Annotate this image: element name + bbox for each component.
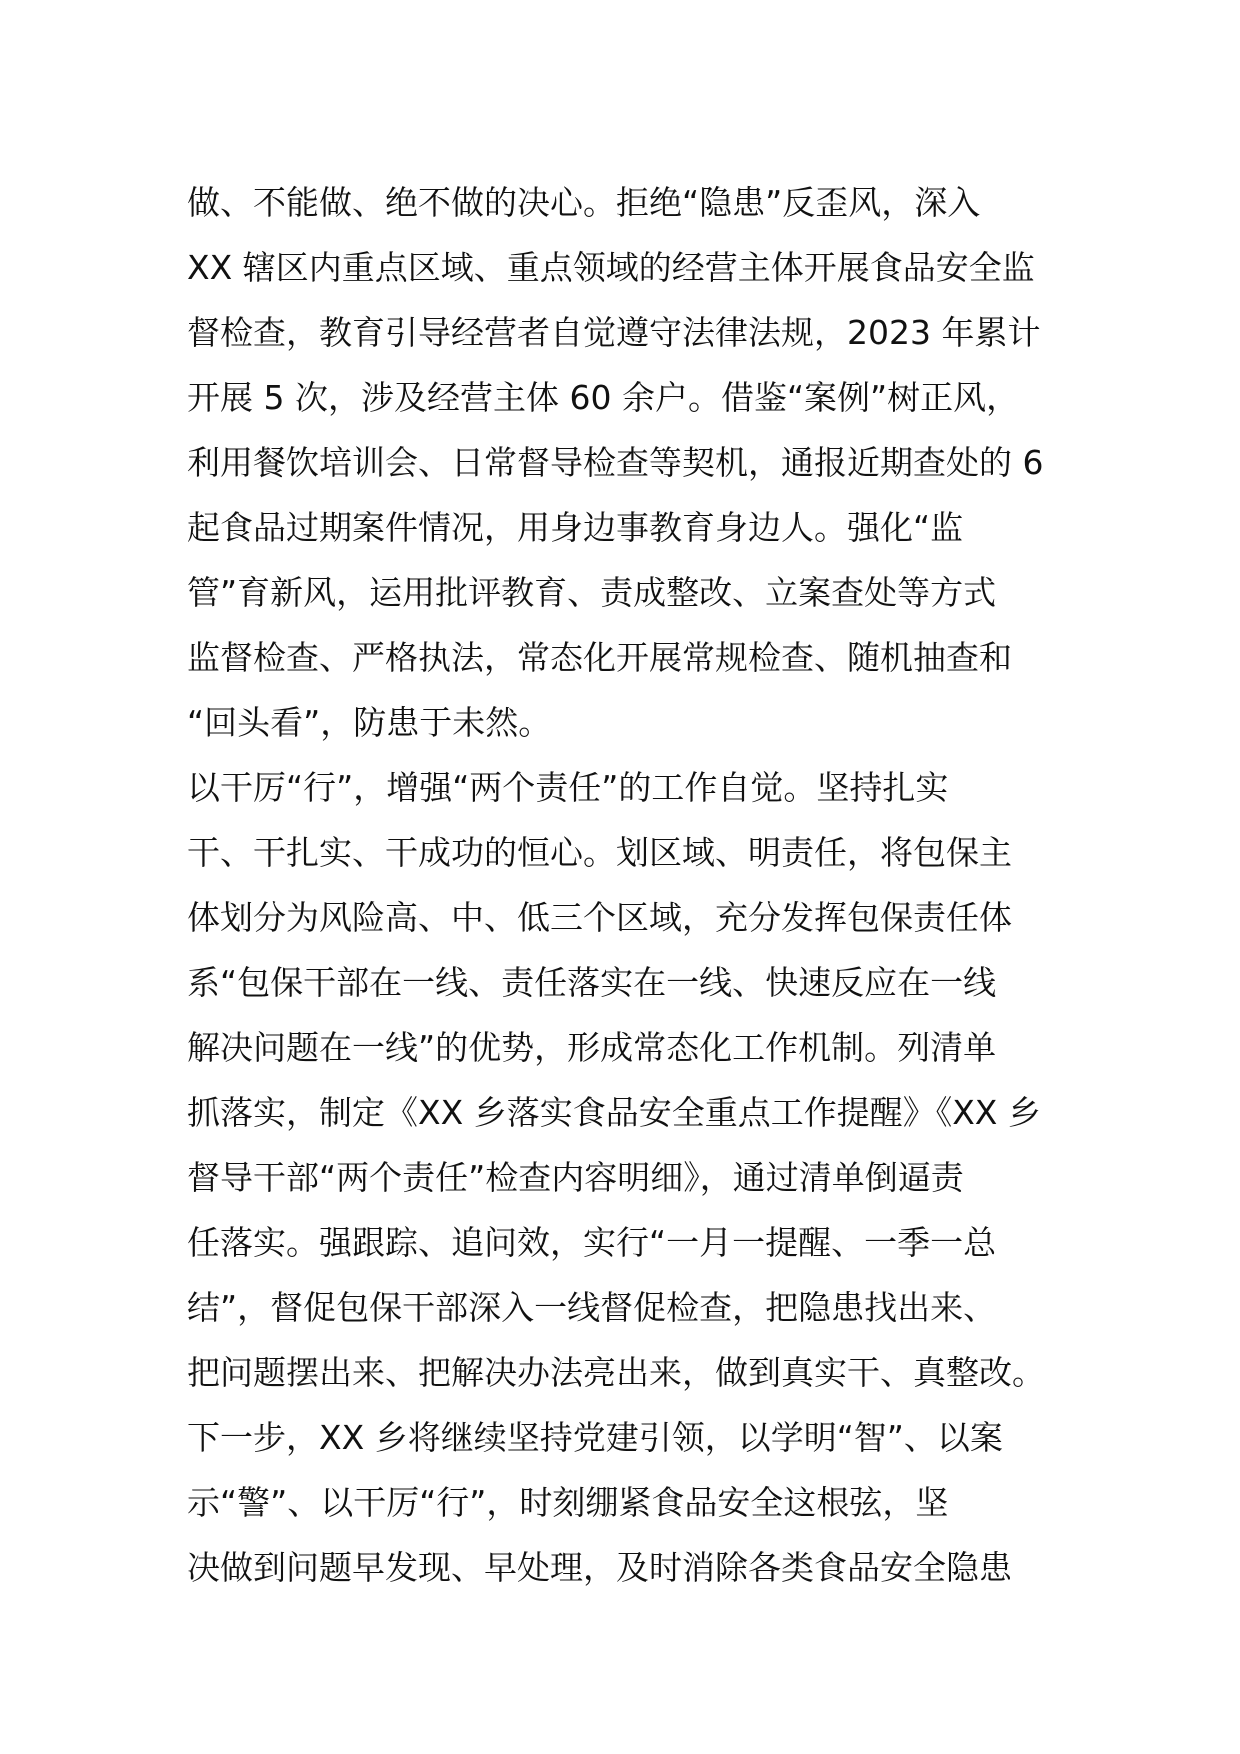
- text-line: 决做到问题早发现、早处理，及时消除各类食品安全隐患: [187, 1548, 1012, 1587]
- body-text: [187, 170, 1057, 1600]
- text-line: 监督检查、严格执法，常态化开展常规检查、随机抽查和: [187, 638, 1012, 677]
- text-line: “回头看”，防患于未然。: [187, 703, 552, 742]
- text-line: 体划分为风险高、中、低三个区域，充分发挥包保责任体: [187, 898, 1012, 937]
- text-line: 下一步，XX 乡将继续坚持党建引领，以学明“智”、以案: [187, 1418, 1003, 1457]
- text-line: XX 辖区内重点区域、重点领域的经营主体开展食品安全监: [187, 248, 1035, 287]
- text-line: 利用餐饮培训会、日常督导检查等契机，通报近期查处的 6: [187, 443, 1044, 482]
- text-line: 任落实。强跟踪、追问效，实行“一月一提醒、一季一总: [187, 1223, 997, 1262]
- text-line: 解决问题在一线”的优势，形成常态化工作机制。列清单: [187, 1028, 997, 1067]
- text-line: 结”，督促包保干部深入一线督促检查，把隐患找出来、: [187, 1288, 997, 1327]
- text-line: 督检查，教育引导经营者自觉遵守法律法规，2023 年累计: [187, 313, 1041, 352]
- text-line: 开展 5 次，涉及经营主体 60 余户。借鉴“案例”树正风，: [187, 378, 1020, 417]
- text-line: 以干厉“行”，增强“两个责任”的工作自觉。坚持扎实: [187, 768, 949, 807]
- text-line: 管”育新风，运用批评教育、责成整改、立案查处等方式: [187, 573, 997, 612]
- text-line: 系“包保干部在一线、责任落实在一线、快速反应在一线: [187, 963, 997, 1002]
- text-line: 督导干部“两个责任”检查内容明细》，通过清单倒逼责: [187, 1158, 964, 1197]
- text-line: 起食品过期案件情况，用身边事教育身边人。强化“监: [187, 508, 964, 547]
- text-line: 做、不能做、绝不做的决心。拒绝“隐患”反歪风，深入: [187, 183, 981, 222]
- text-line: 抓落实，制定《XX 乡落实食品安全重点工作提醒》《XX 乡: [187, 1093, 1041, 1132]
- text-line: 干、干扎实、干成功的恒心。划区域、明责任，将包保主: [187, 833, 1012, 872]
- text-line: 把问题摆出来、把解决办法亮出来，做到真实干、真整改。: [187, 1353, 1045, 1392]
- text-line: 示“警”、以干厉“行”，时刻绷紧食品安全这根弦，坚: [187, 1483, 949, 1522]
